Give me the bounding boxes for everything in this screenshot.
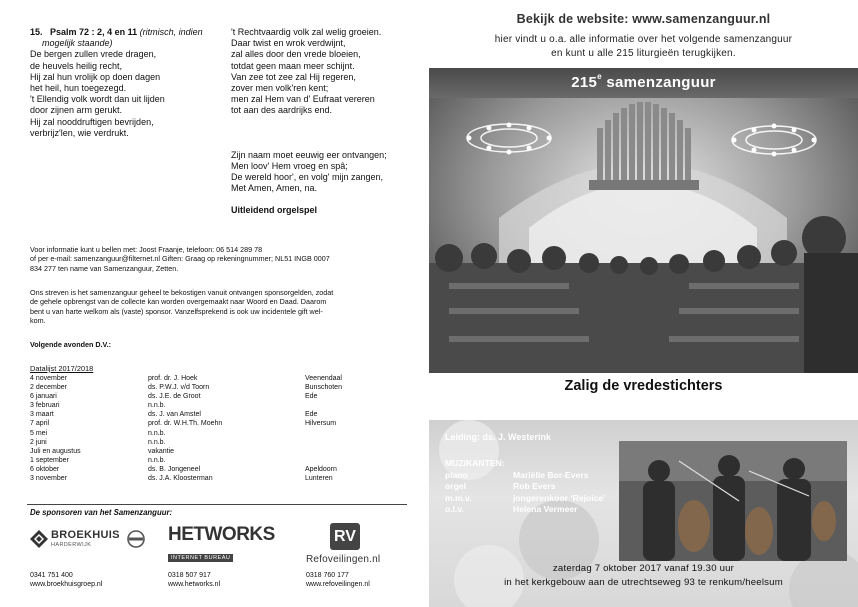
- muzikanten-block: [445, 458, 606, 516]
- orchestra-photo: [619, 441, 847, 561]
- muzikant-name: jongerenkoor ‘Rejoice’: [513, 492, 606, 503]
- psalm-left-lines: [30, 49, 230, 139]
- datalist-preacher: prof. dr. J. Hoek: [148, 375, 198, 382]
- appeal-line: de gehele opbrengst van de collecte kan worden overgemaakt naar Woord en Daad. Daarom: [30, 297, 327, 307]
- website-line[interactable]: Bekijk de website: www.samenzanguur.nl: [516, 12, 771, 26]
- psalm-line: Van zee tot zee zal Hij regeren,: [231, 71, 356, 82]
- sponsor-broekhuis-logo: [30, 527, 150, 553]
- right-panel: [429, 0, 858, 607]
- motto-title: Zalig de vredestichters: [564, 378, 723, 394]
- psalm-line: Men loov' Hem vroeg en spâ;: [231, 160, 348, 171]
- datalist-row: [30, 401, 410, 410]
- event-location: in het kerkgebouw aan de utrechtseweg 93 te renkum/heelsum: [504, 577, 783, 588]
- edition-word: samenzanguur: [606, 74, 716, 91]
- muzikant-row: [445, 469, 589, 482]
- psalm-line: door zijnen arm gerukt.: [30, 105, 123, 116]
- appeal-line: bent u van harte welkom als (vaste) sponsor. Vanzelfsprekend is ook uw incidentele gift wel-: [30, 306, 323, 316]
- muzikant-name: Helena Vermeer: [513, 504, 578, 515]
- datalist-row: [30, 383, 410, 392]
- edition-sup: e: [597, 72, 602, 81]
- datalist-row: [30, 410, 410, 419]
- datalist-date: 2 juni: [30, 438, 47, 446]
- contact-line: Voor informatie kunt u bellen met: Joost Fraanje, telefoon: 06 514 289 78: [30, 245, 263, 254]
- datalist-row: [30, 419, 410, 428]
- psalm-left-column: [30, 27, 230, 139]
- edition-title: [429, 68, 858, 98]
- broekhuis-sub: HARDERWIJK: [51, 542, 92, 548]
- sponsor-hetworks-logo: [168, 524, 283, 561]
- psalm-right-column: [231, 27, 426, 217]
- datalist-preacher: prof. dr. W.H.Th. Moehn: [148, 420, 223, 428]
- orchestra-illustration: [619, 441, 847, 561]
- website-info-line-1: hier vindt u o.a. alle informatie over het volgende samenzanguur: [494, 34, 793, 45]
- muzikant-name: Mariëlle Bor-Evers: [513, 469, 589, 480]
- psalm-line: de heuvels heilig recht,: [30, 60, 123, 71]
- contact-line: of per e-mail: samenzanguur@filternet.nl Giften: Graag op rekeningnummer; NL51 INGB 0007: [30, 254, 330, 264]
- psalm-ref: Psalm 72 : 2, 4 en 11: [50, 27, 138, 37]
- hetworks-phone: 0318 507 917: [168, 572, 211, 579]
- datalist-date: 3 maart: [30, 411, 54, 419]
- psalm-line: zover men volk'ren kent;: [231, 83, 329, 94]
- leiding-line: [445, 432, 551, 442]
- datalist-preacher: n.n.b.: [148, 438, 166, 446]
- datalist-preacher: n.n.b.: [148, 456, 166, 464]
- edition-number: 215: [571, 74, 598, 91]
- psalm-line: zal alles door den vrede bloeien,: [231, 49, 361, 60]
- contact-info: [30, 245, 415, 273]
- datalist-row: [30, 447, 410, 456]
- datalist-preacher: n.n.b.: [148, 429, 166, 437]
- refoveilingen-site[interactable]: www.refoveilingen.nl: [306, 581, 370, 588]
- divider: [27, 504, 407, 505]
- datalist-date: 3 november: [30, 475, 67, 483]
- muzikant-role: m.m.v.: [445, 492, 472, 503]
- psalm-line: 't Rechtvaardig volk zal welig groeien.: [231, 27, 382, 37]
- muzikant-row: [445, 504, 578, 516]
- hetworks-wordmark: HETWORKS: [168, 524, 275, 545]
- broekhuis-site[interactable]: www.broekhuisgroep.nl: [30, 581, 103, 588]
- church-interior-illustration: [429, 68, 858, 373]
- datalist-place: Hilversum: [305, 420, 337, 428]
- psalm-line: het heil, hun toegezegd.: [30, 83, 127, 94]
- leiding-name: ds. J. Westerink: [482, 432, 551, 442]
- refoveilingen-phone: 0318 760 177: [306, 572, 349, 579]
- datalist-preacher: ds. J. van Amstel: [148, 411, 201, 419]
- datalist-place: Lunteren: [305, 475, 333, 483]
- datalist-title: Datalijst 2017/2018: [30, 364, 94, 373]
- datalist-row: [30, 392, 410, 401]
- sponsors-title: De sponsoren van het Samenzanguur:: [30, 508, 173, 517]
- psalm-heading: [30, 27, 230, 38]
- contact-line: 834 277 ten name van Samenzanguur, Zetten.: [30, 263, 179, 273]
- datalist-row: [30, 474, 410, 483]
- datalist-place: Ede: [305, 411, 318, 419]
- psalm-line: verbrijz'len, wie verdrukt.: [30, 127, 129, 138]
- appeal-line: Ons streven is het samenzanguur geheel te bekostigen vanuit ontvangen sponsorgelden, zodat: [30, 288, 334, 297]
- datalist-date: 1 september: [30, 456, 69, 464]
- datalist-preacher: ds. P.W.J. v/d Toorn: [148, 384, 210, 392]
- datalist-place: Ede: [305, 393, 318, 401]
- rv-badge: RV: [330, 523, 360, 550]
- psalm-line: De bergen zullen vrede dragen,: [30, 49, 157, 60]
- muzikant-row: [445, 492, 606, 505]
- datalist-date: 2 december: [30, 384, 67, 392]
- datalist-row: [30, 429, 410, 438]
- muzikant-role: orgel: [445, 481, 467, 492]
- broekhuis-phone: 0341 751 400: [30, 572, 73, 579]
- sponsor-refoveilingen-logo: [306, 523, 416, 567]
- psalm-line: De wereld hoor', en volg' mijn zangen,: [231, 172, 384, 183]
- psalm-line: Daar twist en wrok verdwijnt,: [231, 38, 346, 49]
- broekhuis-wordmark: BROEKHUIS: [51, 529, 120, 541]
- muzikanten-list: [445, 469, 606, 516]
- psalm-note-2: mogelijk staande): [42, 38, 113, 49]
- datalist-row: [30, 374, 410, 383]
- datalist-row: [30, 465, 410, 474]
- datalist-place: Veenendaal: [305, 375, 342, 382]
- datalist-date: 7 april: [30, 420, 50, 428]
- psalm-line: men zal Hem van d' Eufraat vereren: [231, 94, 375, 105]
- psalm-line: 't Ellendig volk wordt dan uit lijden: [30, 94, 165, 105]
- hetworks-site[interactable]: www.hetworks.nl: [168, 581, 221, 588]
- leiding-label: Leiding:: [445, 432, 480, 442]
- church-photo: [429, 68, 858, 373]
- event-date: zaterdag 7 oktober 2017 vanaf 19.30 uur: [552, 563, 735, 574]
- datalist-preacher: ds. B. Jongeneel: [148, 465, 201, 473]
- datalist-table: [30, 374, 410, 483]
- appeal-line: kom.: [30, 316, 46, 326]
- website-info: [429, 33, 858, 61]
- closing-organ: Uitleidend orgelspel: [231, 205, 318, 216]
- psalm-right-stanza-2: [231, 150, 426, 195]
- broekhuis-icon: [30, 530, 48, 548]
- psalm-line: Met Amen, Amen, na.: [231, 183, 318, 194]
- muzikant-row: [445, 481, 556, 493]
- psalm-note: (ritmisch, indien: [139, 27, 203, 37]
- datalist-place: Bunschoten: [305, 384, 342, 392]
- datalist-date: 3 februari: [30, 402, 60, 410]
- hetworks-sub: INTERNET BUREAU: [168, 554, 233, 562]
- muzikant-role: piano: [445, 469, 468, 480]
- datalist-row: [30, 456, 410, 465]
- muzikant-name: Rob Evers: [513, 481, 556, 492]
- datalist-preacher: n.n.b.: [148, 402, 166, 410]
- psalm-line: Zijn naam moet eeuwig eer ontvangen;: [231, 149, 387, 160]
- datalist-place: Apeldoorn: [305, 465, 337, 473]
- sponsor-appeal: [30, 288, 415, 326]
- datalist-preacher: ds. J.A. Kloosterman: [148, 475, 213, 483]
- muzikant-role: o.l.v.: [445, 504, 464, 515]
- datalist-date: Juli en augustus: [30, 447, 81, 455]
- sponsor-hetworks-contact: [168, 571, 220, 589]
- psalm-line: totdat geen maan meer schijnt.: [231, 60, 355, 71]
- psalm-right-stanza-1: [231, 27, 426, 117]
- sponsor-broekhuis-contact: [30, 571, 102, 589]
- sponsor-refoveilingen-contact: [306, 571, 370, 589]
- psalm-line: tot aan des aardrijks end.: [231, 105, 333, 116]
- datalist-date: 5 mei: [30, 429, 48, 437]
- muzikanten-label: MUZIKANTEN:: [445, 458, 505, 468]
- datalist-preacher: ds. J.E. de Groot: [148, 393, 201, 401]
- datalist-date: 4 november: [30, 375, 67, 382]
- datalist-date: 6 oktober: [30, 465, 60, 473]
- psalm-number: 15.: [30, 27, 43, 37]
- refoveilingen-wordmark: Refoveilingen.nl: [306, 554, 381, 565]
- website-info-line-2: en kunt u alle 215 liturgieën terugkijken.: [551, 48, 736, 59]
- datalist-row: [30, 438, 410, 447]
- datalist-preacher: vakantie: [148, 447, 175, 455]
- psalm-line: Hij zal nooddruftigen bevrijden,: [30, 116, 154, 127]
- next-evenings-label: Volgende avonden D.V.:: [30, 340, 112, 349]
- volvo-icon: [126, 529, 146, 549]
- psalm-line: Hij zal hun vrolijk op doen dagen: [30, 71, 161, 82]
- datalist-date: 6 januari: [30, 393, 57, 401]
